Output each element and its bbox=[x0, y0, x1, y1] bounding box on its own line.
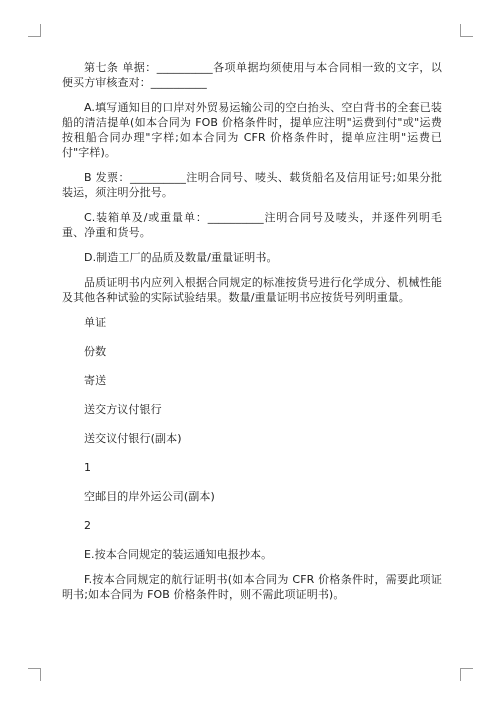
copies-count-2: 2 bbox=[84, 519, 92, 532]
quality-certificate-note: 品质证明书内应列入根据合同规定的标准按货号进行化学成分、机械性能及其他各种试验的实际试验结果。数量/重量证明书应按货号列明重量。 bbox=[62, 276, 442, 304]
corner-crop-mark-bottom-left bbox=[28, 668, 41, 681]
document-body bbox=[62, 60, 442, 612]
send-to-negotiating-bank-copy: 送交议付银行(副本) bbox=[84, 432, 182, 445]
clause-f-voyage-certificate: F.按本合同规定的航行证明书(如本合同为 CFR 价格条件时，需要此项证明书;如本合同为 FOB 价格条件时，则不需此项证明书)。 bbox=[62, 573, 442, 601]
clause-d-certificate: D.制造工厂的品质及数量/重量证明书。 bbox=[84, 251, 278, 264]
corner-crop-mark-top-right bbox=[460, 24, 473, 37]
clause-c-packing-list: C.装箱单及/或重量单：__________注明合同号及唛头，并逐件列明毛重、净重和货号。 bbox=[62, 211, 442, 239]
corner-crop-mark-top-left bbox=[28, 24, 41, 37]
article-7-documents-clause: 第七条 单据：__________各项单据均须使用与本合同相一致的文字，以便买方审核查对：__________ bbox=[62, 61, 442, 89]
clause-a-bill-of-lading: A.填写通知目的口岸对外贸易运输公司的空白抬头、空白背书的全套已装船的清洁提单(如本合同为 FOB 价格条件时，提单应注明"运费到付"或"运费按租船合同办理"字样;如本合同为 CFR 价格条件时，提单应注明"运费已付"字样)。 bbox=[62, 101, 442, 159]
label-document: 单证 bbox=[84, 316, 107, 329]
clause-e-shipping-advice: E.按本合同规定的装运通知电报抄本。 bbox=[84, 548, 273, 561]
label-delivery: 寄送 bbox=[84, 374, 107, 387]
corner-crop-mark-bottom-right bbox=[460, 668, 473, 681]
clause-b-invoice: B 发票：__________注明合同号、唛头、载货船名及信用证号;如果分批装运，须注明分批号。 bbox=[62, 171, 442, 199]
airmail-transport-company-copy: 空邮目的岸外运公司(副本) bbox=[84, 490, 215, 503]
label-copies: 份数 bbox=[84, 345, 107, 358]
copies-count-1: 1 bbox=[84, 461, 92, 474]
send-to-negotiating-bank: 送交方议付银行 bbox=[84, 403, 162, 416]
